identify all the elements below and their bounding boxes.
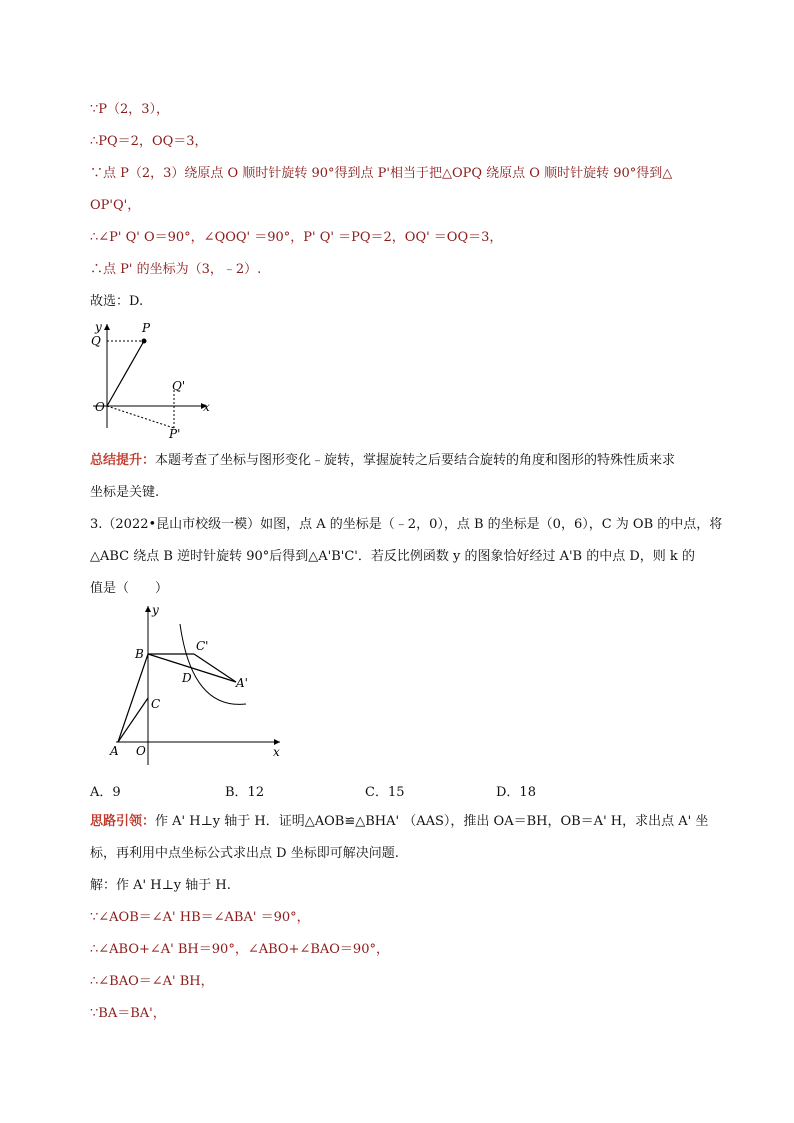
hint-line-1 <box>90 813 708 831</box>
label-P: P <box>142 321 151 335</box>
segment-AC <box>118 698 148 742</box>
question-3-line-3: 值是（ ） <box>90 581 169 596</box>
label-O: O <box>95 400 105 414</box>
solution-line: ∵P（2，3）， <box>90 102 170 117</box>
hint-line-2: 标，再利用中点坐标公式求出点 D 坐标即可解决问题. <box>90 846 399 861</box>
segment-AB <box>118 654 148 742</box>
label-A: A <box>110 744 119 758</box>
label-A-prime: A' <box>236 676 248 690</box>
hint-label: 思路引领： <box>90 814 156 829</box>
summary-label: 总结提升： <box>90 453 156 468</box>
label-y: y <box>95 320 102 334</box>
solution-line: ∴点 P' 的坐标为（3，﹣2）. <box>90 262 262 277</box>
solution-line: OP'Q'， <box>90 198 141 213</box>
option-c: C．15 <box>365 785 405 800</box>
answer-line: 故选：D. <box>90 294 144 309</box>
solution-line: ∵BA＝BA'， <box>90 1006 166 1021</box>
label-B: B <box>135 647 144 661</box>
rotation-figure-1 <box>85 318 225 443</box>
question-3-line-1: 3.（2022•昆山市校级一模）如图，点 A 的坐标是（﹣2，0），点 B 的坐标是（0，6），C 为 OB 的中点，将 <box>90 517 723 532</box>
summary-line-1 <box>90 452 675 470</box>
solution-line: ∴∠ABO+∠A' BH＝90°，∠ABO+∠BAO＝90°， <box>90 942 389 957</box>
label-P-prime: P' <box>169 427 181 441</box>
label-y: y <box>152 603 159 617</box>
rotation-figure-2 <box>100 600 290 765</box>
label-C: C <box>151 697 161 711</box>
label-Q-prime: Q' <box>172 379 186 393</box>
segment-OP <box>107 341 144 406</box>
hyperbola-curve <box>180 624 246 704</box>
solution-line: ∵∠AOB＝∠A' HB＝∠ABA' ＝90°， <box>90 910 310 925</box>
question-3-line-2: △ABC 绕点 B 逆时针旋转 90°后得到△A'B'C'．若反比例函数 y 的图象恰好经过 A'B 的中点 D，则 k 的 <box>90 549 695 564</box>
label-x: x <box>273 745 280 759</box>
label-O: O <box>136 744 146 758</box>
solution-line: ∴∠BAO＝∠A' BH， <box>90 974 214 989</box>
point-P <box>142 339 147 344</box>
segment-BA-prime <box>148 654 236 682</box>
label-D: D <box>182 671 192 685</box>
hint-text-1: 作 A' H⊥y 轴于 H．证明△AOB≌△BHA' （AAS），推出 OA＝BH，OB＝A' H，求出点 A' 坐 <box>155 814 709 829</box>
label-x: x <box>203 400 210 414</box>
summary-line-2: 坐标是关键. <box>90 485 160 500</box>
option-a: A．9 <box>90 785 121 800</box>
solution-line: ∵点 P（2，3）绕原点 O 顺时针旋转 90°得到点 P'相当于把△OPQ 绕原点 O 顺时针旋转 90°得到△ <box>90 166 673 181</box>
label-C-prime: C' <box>196 639 209 653</box>
solution-line: ∴∠P' Q' O＝90°，∠QOQ' ＝90°，P' Q' ＝PQ＝2，OQ' ＝OQ＝3， <box>90 230 503 245</box>
segment-OP-prime <box>107 406 174 428</box>
segment-C-prime-A-prime <box>194 654 236 682</box>
solution-line: 解：作 A' H⊥y 轴于 H. <box>90 878 231 893</box>
option-b: B．12 <box>225 785 265 800</box>
label-Q: Q <box>91 334 101 348</box>
solution-line: ∴PQ＝2，OQ＝3， <box>90 134 208 149</box>
summary-text-1: 本题考查了坐标与图形变化﹣旋转，掌握旋转之后要结合旋转的角度和图形的特殊性质来求 <box>155 453 676 468</box>
option-d: D．18 <box>496 785 536 800</box>
